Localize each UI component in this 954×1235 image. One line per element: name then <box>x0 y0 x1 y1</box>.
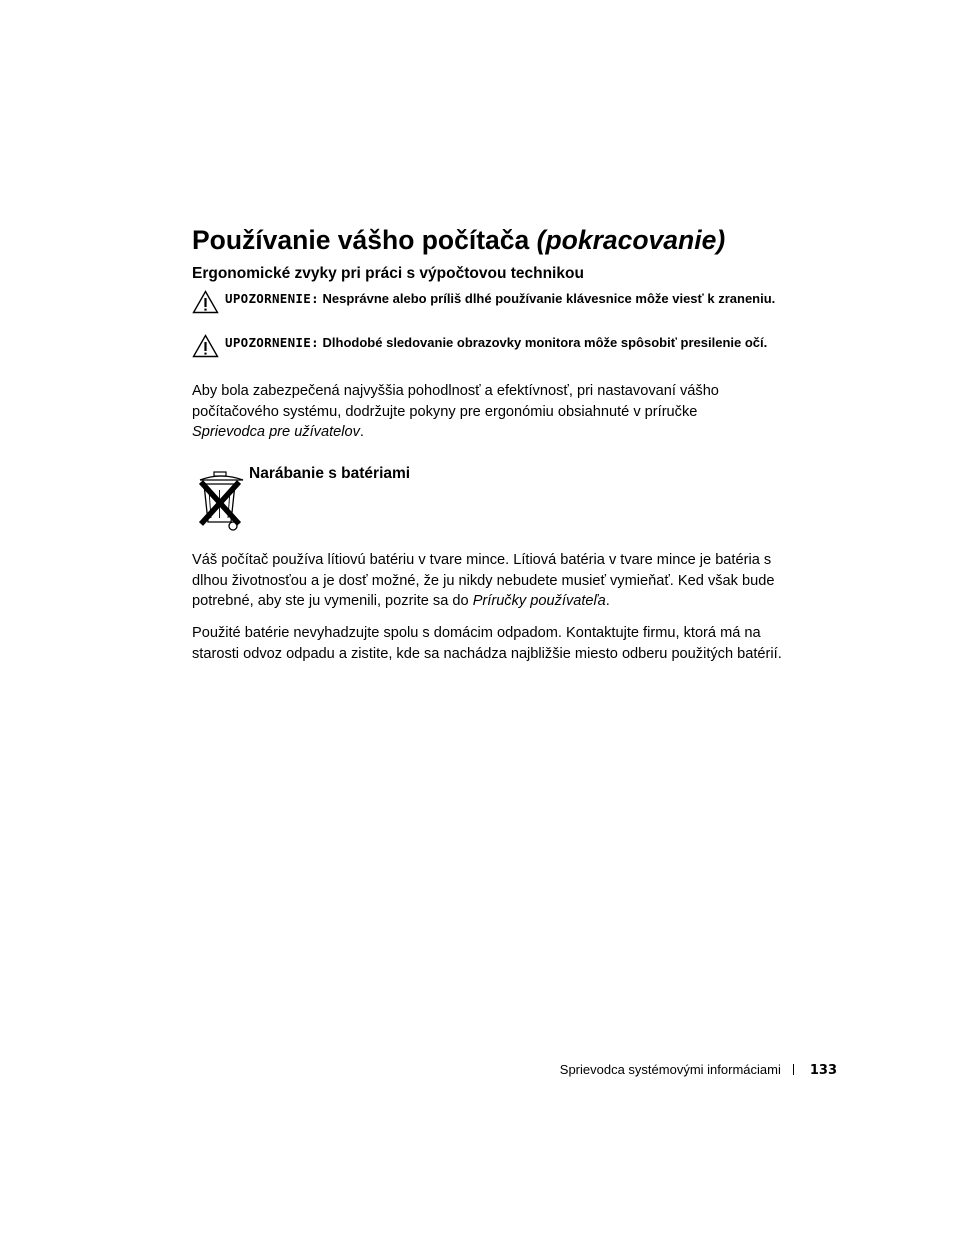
crossed-out-bin-icon <box>195 468 247 534</box>
footer-separator <box>793 1064 794 1075</box>
paragraph-text: Aby bola zabezpečená najvyššia pohodlnosť a efektívnosť, pri nastavovaní vášho počítačového systému, dodržujte pokyny pre ergonómiu obsiahnuté v príručke <box>192 383 719 420</box>
paragraph-end: . <box>605 593 610 609</box>
caution-label: UPOZORNENIE: <box>225 291 319 306</box>
page-footer <box>560 1061 837 1080</box>
manual-reference: Príručky používateľa <box>472 593 606 609</box>
caution-monitor <box>192 334 802 351</box>
ergonomics-paragraph <box>192 381 772 443</box>
page-title-italic: (pokracovanie) <box>536 225 726 255</box>
page-number: 133 <box>809 1063 837 1078</box>
caution-keyboard <box>192 290 802 307</box>
subsection-heading-batteries: Narábanie s batériami <box>249 465 411 482</box>
caution-message: Nesprávne alebo príliš dlhé používanie klávesnice môže viesť k zraneniu. <box>322 291 776 306</box>
section-heading-ergonomics: Ergonomické zvyky pri práci s výpočtovou technikou <box>192 265 584 282</box>
page-title-main: Používanie vášho počítača <box>192 225 530 255</box>
caution-text <box>225 290 802 307</box>
footer-text: Sprievodca systémovými informáciami <box>559 1062 781 1077</box>
caution-message: Dlhodobé sledovanie obrazovky monitora môže spôsobiť presilenie očí. <box>322 335 768 350</box>
paragraph-text: Váš počítač používa lítiovú batériu v tvare mince. Lítiová batéria v tvare mince je batéria s dlhou životnosťou a je dosť možné, že ju nikdy nebudete musieť vymieňať. Ked však bude potrebné, aby ste ju vymenili, pozrite sa do <box>192 552 775 609</box>
paragraph-end: . <box>359 424 364 440</box>
caution-label: UPOZORNENIE: <box>225 335 319 350</box>
battery-paragraph-1 <box>192 550 807 612</box>
page-title <box>192 222 725 258</box>
battery-paragraph-2: Použité batérie nevyhadzujte spolu s domácim odpadom. Kontaktujte firmu, ktorá má na starosti odvoz odpadu a zistite, kde sa nachádza najbližšie miesto odberu použitých batérií. <box>192 625 782 662</box>
guide-reference: Sprievodca pre užívatelov <box>192 424 360 440</box>
warning-triangle-icon <box>192 290 219 314</box>
caution-text <box>225 334 802 351</box>
warning-triangle-icon <box>192 334 219 358</box>
